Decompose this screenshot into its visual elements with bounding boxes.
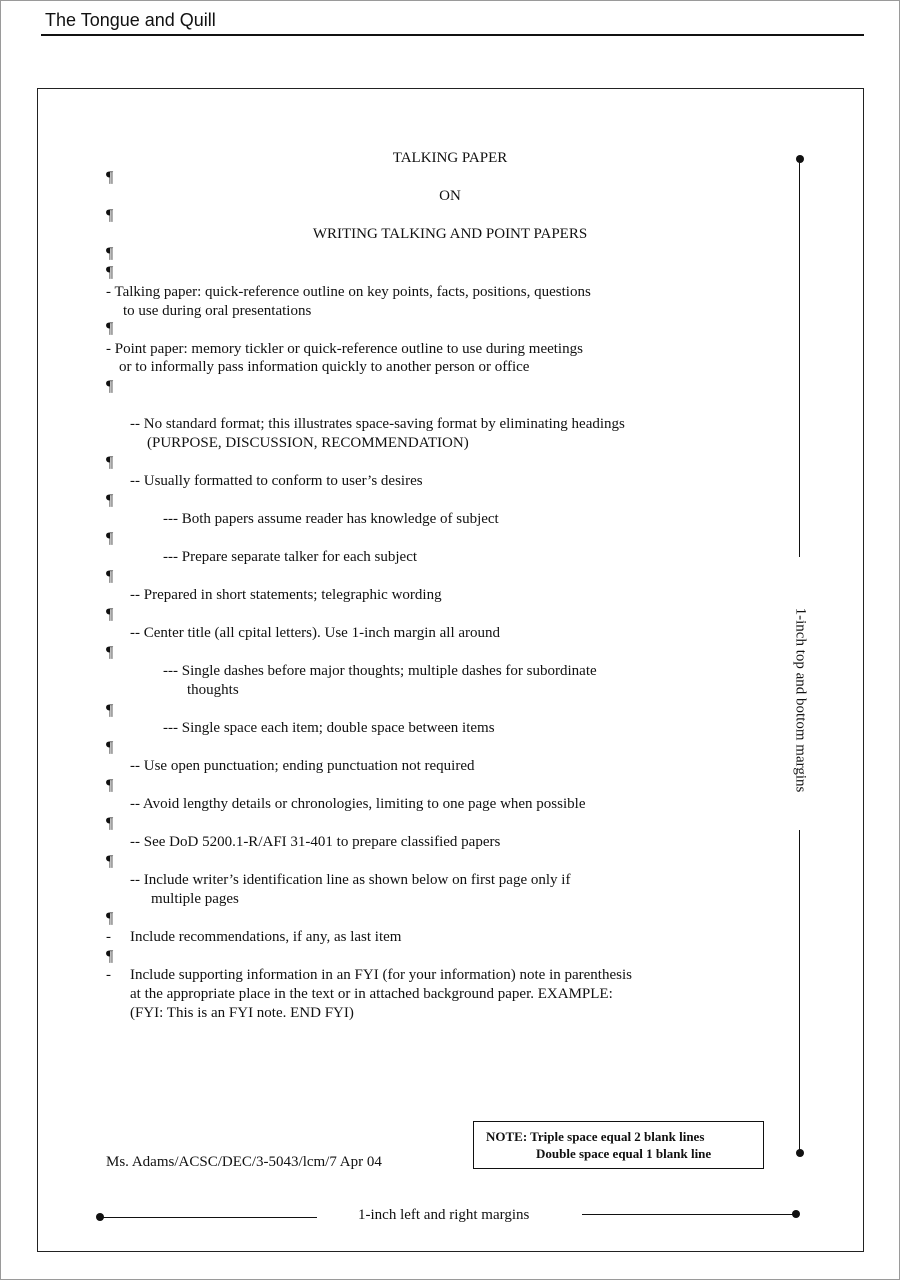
writer-identification-line: Ms. Adams/ACSC/DEC/3-5043/lcm/7 Apr 04 [106, 1154, 382, 1170]
body-line: -- Include writer’s identification line as shown below on first page only if [130, 872, 571, 888]
body-line: Include recommendations, if any, as last item [130, 929, 402, 945]
body-line: --- Single dashes before major thoughts; multiple dashes for subordinate [163, 663, 597, 679]
body-line: --- Both papers assume reader has knowledge of subject [163, 511, 499, 527]
body-line: at the appropriate place in the text or in attached background paper. EXAMPLE: [130, 986, 613, 1002]
body-line: -- Usually formatted to conform to user’s desires [130, 473, 423, 489]
body-line-dash: - [106, 967, 111, 983]
paragraph-mark: ¶ [106, 815, 114, 832]
paragraph-mark: ¶ [106, 777, 114, 794]
body-line: -- See DoD 5200.1-R/AFI 31-401 to prepare classified papers [130, 834, 501, 850]
paragraph-mark: ¶ [106, 644, 114, 661]
header-rule [41, 34, 864, 36]
body-line-dash: - [106, 929, 111, 945]
paragraph-mark: ¶ [106, 948, 114, 965]
paper-title-line-2: ON [439, 188, 461, 204]
paragraph-mark: ¶ [106, 378, 114, 395]
body-line: multiple pages [151, 891, 239, 907]
right-margin-dot [792, 1210, 800, 1218]
vertical-margin-line-bottom [799, 830, 800, 1153]
note-line-1: NOTE: Triple space equal 2 blank lines [486, 1129, 705, 1144]
body-line: - Point paper: memory tickler or quick-reference outline to use during meetings [106, 341, 583, 357]
body-line: -- Prepared in short statements; telegraphic wording [130, 587, 442, 603]
body-line: --- Single space each item; double space between items [163, 720, 495, 736]
paragraph-mark: ¶ [106, 702, 114, 719]
body-line: Include supporting information in an FYI (for your information) note in parenthesis [130, 967, 632, 983]
body-line: (PURPOSE, DISCUSSION, RECOMMENDATION) [147, 435, 469, 451]
body-line: -- Center title (all cpital letters). Use 1-inch margin all around [130, 625, 501, 641]
note-line-2: Double space equal 1 blank line [536, 1146, 712, 1161]
body-line: - Talking paper: quick-reference outline on key points, facts, positions, questions [106, 284, 591, 300]
body-line: -- No standard format; this illustrates space-saving format by eliminating headings [130, 416, 625, 432]
paragraph-mark: ¶ [106, 606, 114, 623]
bottom-margin-dot [796, 1149, 804, 1157]
paper-title-line-1: TALKING PAPER [392, 150, 508, 166]
vertical-margin-label: 1-inch top and bottom margins [792, 607, 809, 793]
paragraph-mark: ¶ [106, 910, 114, 927]
body-line: --- Prepare separate talker for each subject [163, 549, 418, 565]
body-line: -- Use open punctuation; ending punctuation not required [130, 758, 475, 774]
paragraph-mark: ¶ [106, 530, 114, 547]
vertical-margin-line-top [799, 159, 800, 557]
paragraph-mark: ¶ [106, 264, 114, 281]
paragraph-mark: ¶ [106, 245, 114, 262]
paragraph-mark: ¶ [106, 492, 114, 509]
paragraph-mark: ¶ [106, 853, 114, 870]
body-line: to use during oral presentations [123, 303, 312, 319]
body-line: (FYI: This is an FYI note. END FYI) [130, 1005, 354, 1021]
horizontal-margin-line-left [100, 1217, 317, 1218]
body-line: or to informally pass information quickly to another person or office [119, 359, 530, 375]
top-margin-dot [796, 155, 804, 163]
horizontal-margin-line-right [582, 1214, 796, 1215]
body-line: -- Avoid lengthy details or chronologies, limiting to one page when possible [130, 796, 586, 812]
paragraph-mark: ¶ [106, 169, 114, 186]
paragraph-mark: ¶ [106, 207, 114, 224]
paragraph-mark: ¶ [106, 568, 114, 585]
running-header-title: The Tongue and Quill [45, 10, 216, 30]
horizontal-margin-label: 1-inch left and right margins [358, 1207, 530, 1223]
paper-title-line-3: WRITING TALKING AND POINT PAPERS [312, 226, 588, 242]
paragraph-mark: ¶ [106, 320, 114, 337]
body-line: thoughts [187, 682, 239, 698]
paragraph-mark: ¶ [106, 739, 114, 756]
paragraph-mark: ¶ [106, 454, 114, 471]
